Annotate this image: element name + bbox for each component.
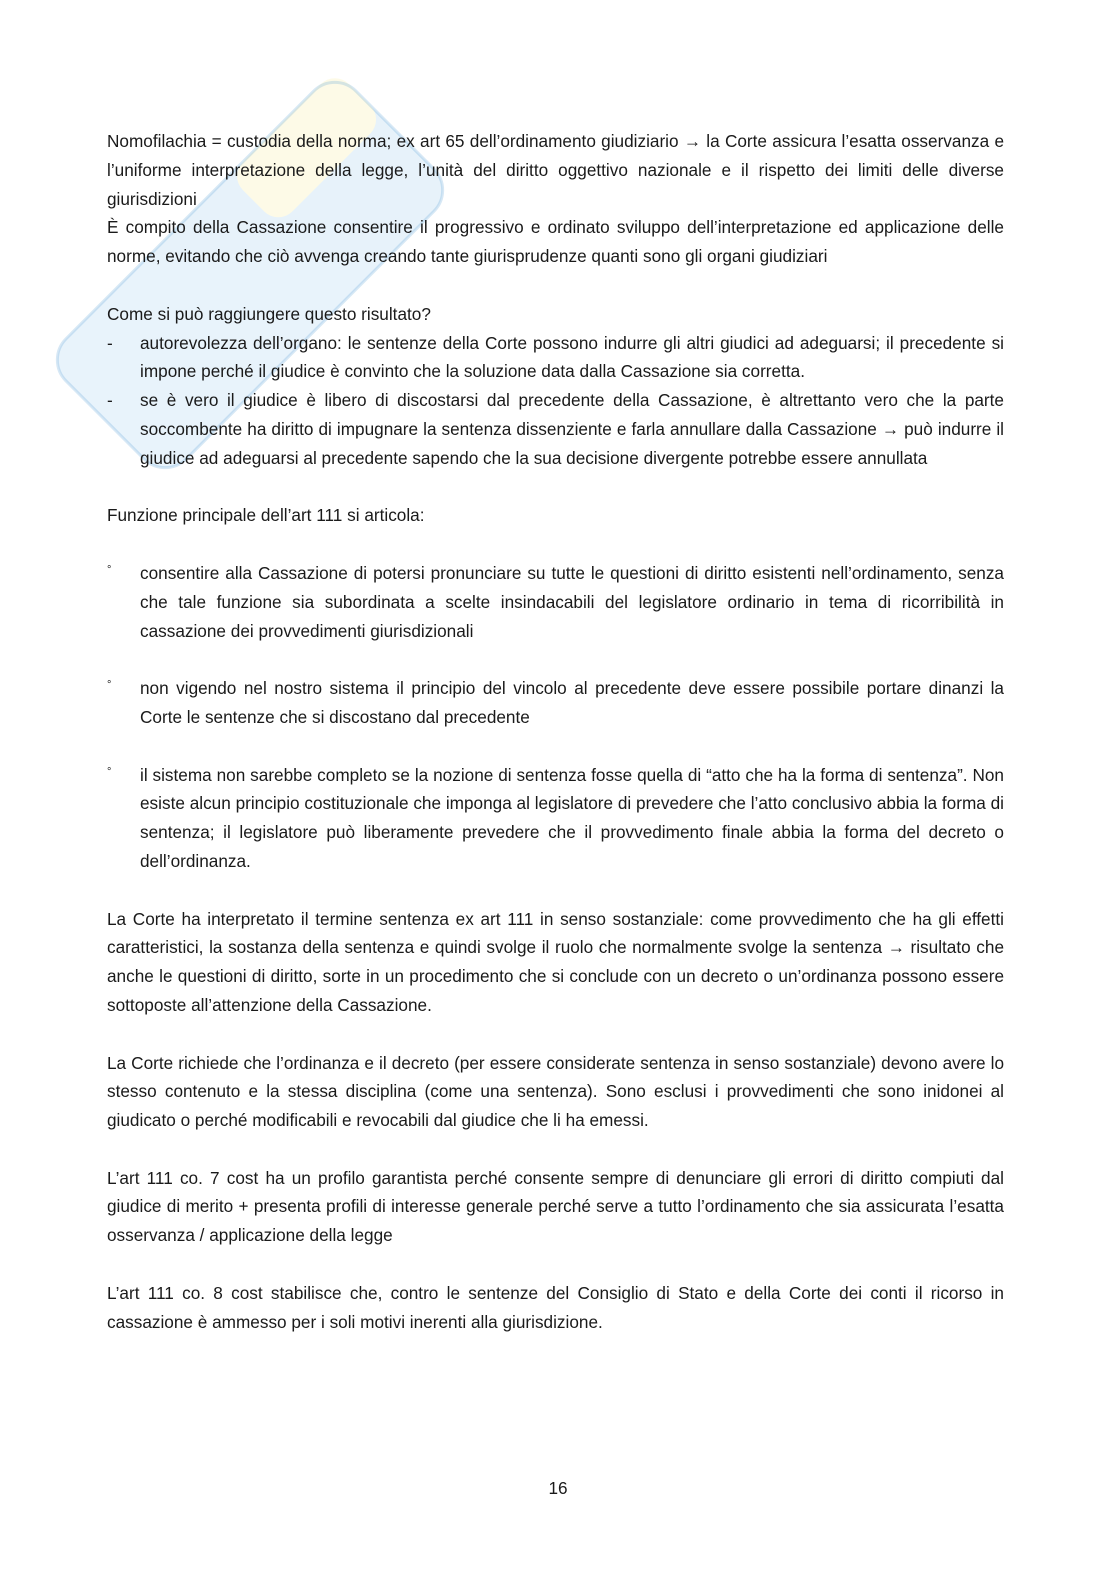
bullet-icon: ° [107, 563, 112, 576]
list-item [107, 761, 1004, 876]
paragraph-compito-cassazione: È compito della Cassazione consentire il progressivo e ordinato sviluppo dell’interpretazione ed applicazione delle norme, evitando che ciò avvenga creando tante giurisprudenze quanti sono gli organi giudiziari [107, 217, 1004, 267]
list-item-text: il sistema non sarebbe completo se la nozione di sentenza fosse quella di “atto che ha la forma di sentenza”. Non esiste alcun principio costituzionale che imponga al legislatore di prevedere che l’atto conclusivo abbia la forma di sentenza; il legislatore può liberamente prevedere che il provvedimento finale abbia la forma del decreto o dell’ordinanza. [140, 764, 1004, 871]
document-body [107, 127, 1004, 1336]
list-item-text: consentire alla Cassazione di potersi pronunciare su tutte le questioni di diritto esistenti nell’ordinamento, senza che tale funzione sia subordinata a scelte insindacabili del legislatore ordinario in tema di ricorribilità in cassazione dei provvedimenti giurisdizionali [140, 562, 1004, 641]
list-item-text: se è vero il giudice è libero di discostarsi dal precedente della Cassazione, è altrettanto vero che la parte soccombente ha diritto di impugnare la sentenza dissenziente e farla annullare dalla Cassazione → può indurre il giudice ad adeguarsi al precedente sapendo che la sua decisione divergente potrebbe essere annullata [140, 390, 1004, 468]
paragraph-question: Come si può raggiungere questo risultato? [107, 303, 431, 324]
list-item [107, 674, 1004, 732]
list-item [107, 329, 1004, 387]
paragraph-art111-co8: L’art 111 co. 8 cost stabilisce che, contro le sentenze del Consiglio di Stato e della Corte dei conti il ricorso in cassazione è ammesso per i soli motivi inerenti alla giurisdizione. [107, 1282, 1004, 1332]
list-item [107, 559, 1004, 645]
dash-marker: - [107, 390, 113, 411]
paragraph-ordinanza-decreto: La Corte richiede che l’ordinanza e il decreto (per essere considerate sentenza in senso sostanziale) devono avere lo stesso contenuto e la stessa disciplina (come una sentenza). Sono esclusi i provvedimenti che sono inidonei al giudicato o perché modificabili e revocabili dal giudice che li ha emessi. [107, 1052, 1004, 1131]
bullet-icon: ° [107, 679, 112, 692]
dash-marker: - [107, 332, 113, 353]
list-item-text: autorevolezza dell’organo: le sentenze della Corte possono indurre gli altri giudici ad adeguarsi; il precedente si impone perché il giudice è convinto che la soluzione data dalla Cassazione sia corretta. [140, 332, 1004, 382]
bullet-icon: ° [107, 765, 112, 778]
list-item-text: non vigendo nel nostro sistema il principio del vincolo al precedente deve essere possibile portare dinanzi la Corte le sentenze che si discostano dal precedente [140, 678, 1004, 727]
paragraph-nomofilachia: Nomofilachia = custodia della norma; ex art 65 dell’ordinamento giudiziario → la Corte assicura l’esatta osservanza e l’uniforme interpretazione della legge, l’unità del diritto oggettivo nazionale e il rispetto dei limiti delle diverse giurisdizioni [107, 131, 1004, 209]
page-number: 16 [548, 1478, 568, 1498]
paragraph-art111-co7: L’art 111 co. 7 cost ha un profilo garantista perché consente sempre di denunciare gli errori di diritto compiuti dal giudice di merito + presenta profili di interesse generale perché serve a tutto l’ordinamento che sia assicurata l’esatta osservanza / applicazione della legge [107, 1167, 1004, 1246]
paragraph-funzione: Funzione principale dell’art 111 si articola: [107, 505, 425, 526]
list-item [107, 386, 1004, 472]
paragraph-sentenza-sostanziale: La Corte ha interpretato il termine sentenza ex art 111 in senso sostanziale: come provvedimento che ha gli effetti caratteristici, la sostanza della sentenza e quindi svolge il ruolo che normalmente svolge la sentenza → risultato che anche le questioni di diritto, sorte in un procedimento che si conclude con un decreto o un’ordinanza possono essere sottoposte all’attenzione della Cassazione. [107, 908, 1004, 1015]
